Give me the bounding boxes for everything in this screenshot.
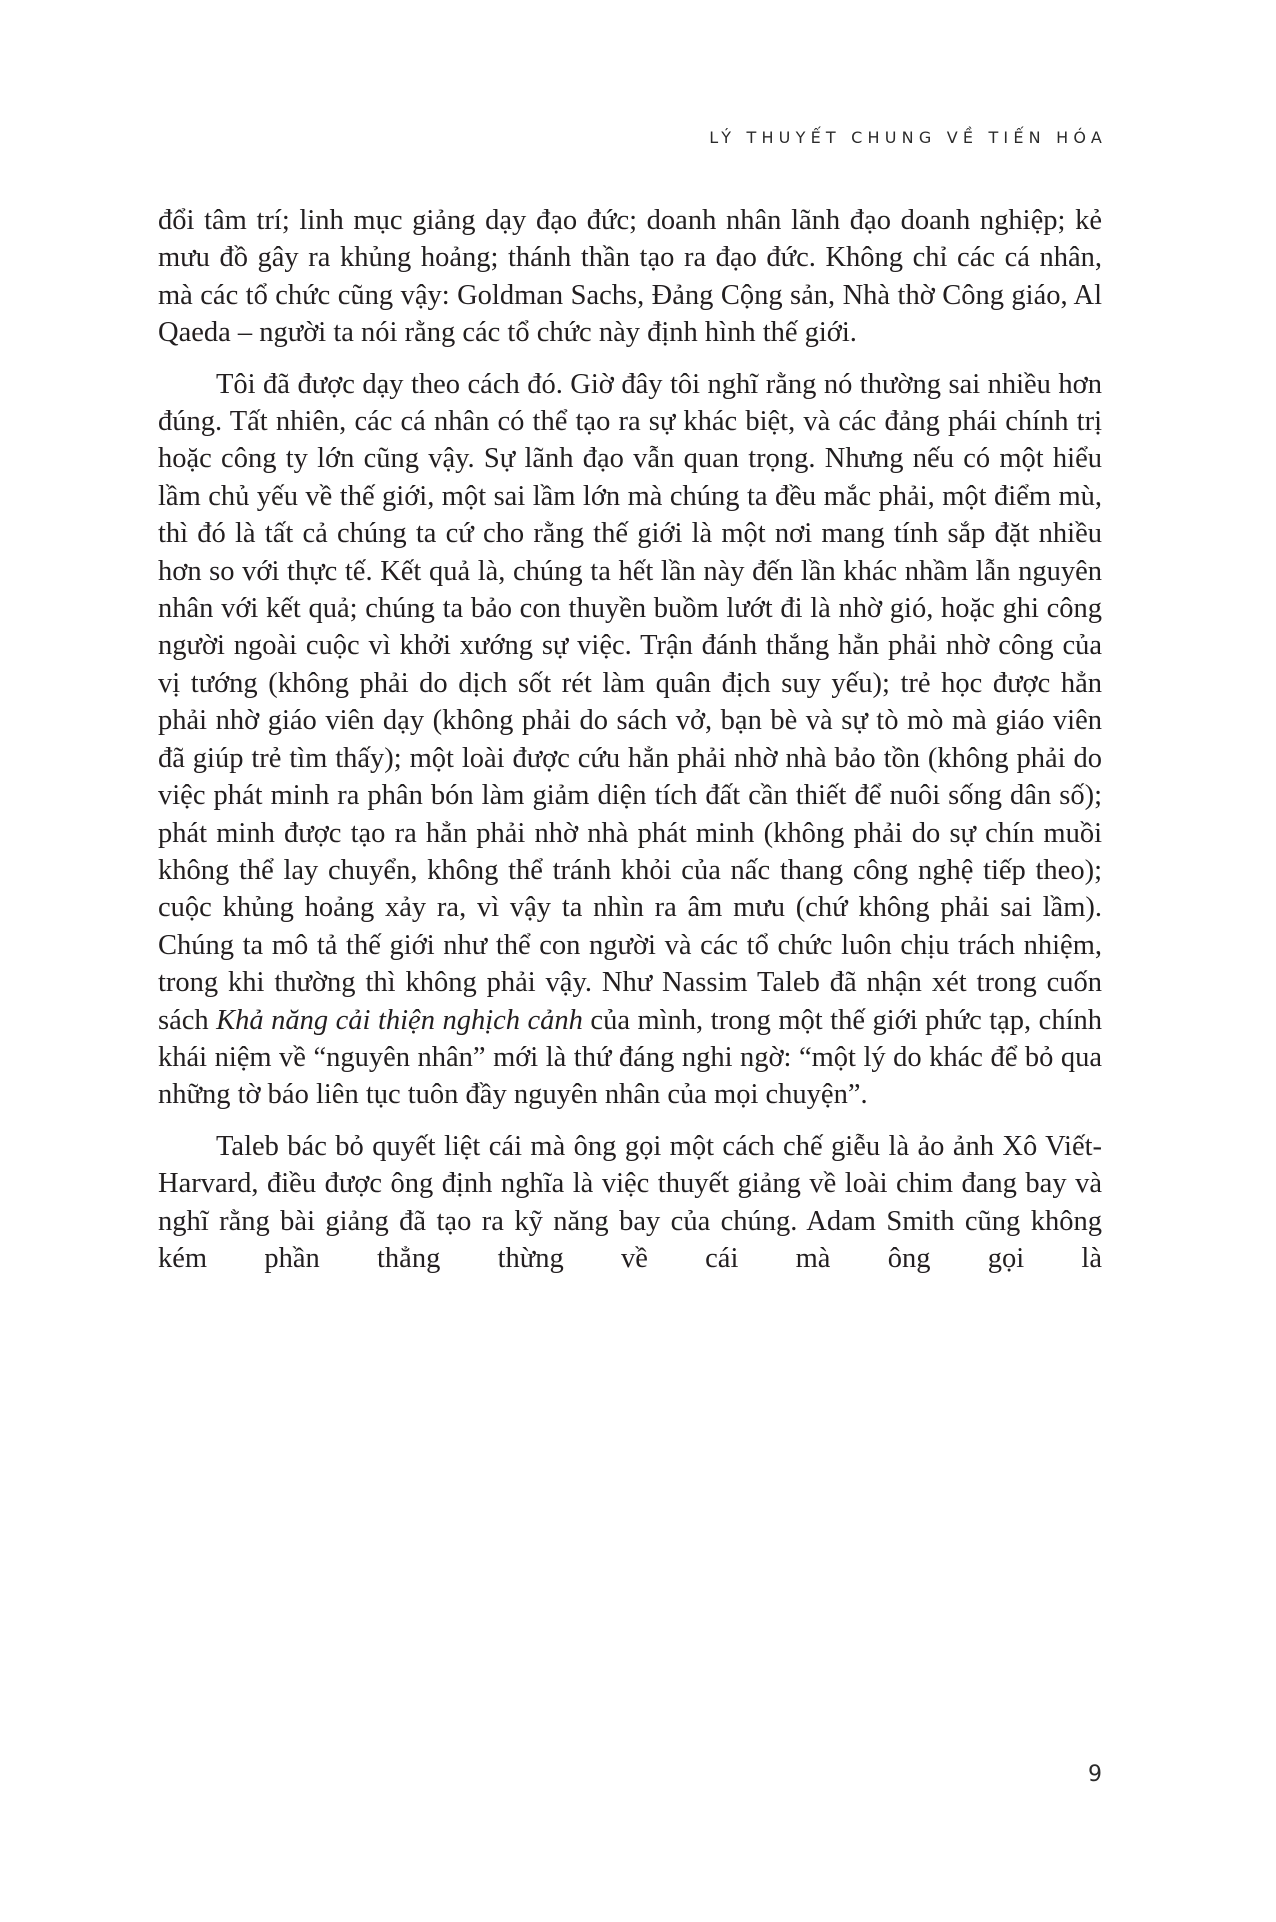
page-body	[158, 202, 1102, 1277]
paragraph-2-text-end: của mình, trong một thế giới phức tạp, chính khái niệm về “nguyên nhân” mới là thứ đáng nghi ngờ: “một lý do khác để bỏ qua những tờ báo liên tục tuôn đầy nguyên nhân của mọi chuyện”.	[158, 1004, 1103, 1111]
book-title-italic: Khả năng cải thiện nghịch cảnh	[216, 1004, 583, 1036]
paragraph-2-text-start: Tôi đã được dạy theo cách đó. Giờ đây tôi nghĩ rằng nó thường sai nhiều hơn đúng. Tất nhiên, các cá nhân có thể tạo ra sự khác biệt, và các đảng phái chính trị hoặc công ty lớn cũng vậy. Sự lãnh đạo vẫn quan trọng. Nhưng nếu có một hiểu lầm chủ yếu về thế giới, một sai lầm lớn mà chúng ta đều mắc phải, một điểm mù, thì đó là tất cả chúng ta cứ cho rằng thế giới là một nơi mang tính sắp đặt nhiều hơn so với thực tế. Kết quả là, chúng ta hết lần này đến lần khác nhầm lẫn nguyên nhân với kết quả; chúng ta bảo con thuyền buồm lướt đi là nhờ gió, hoặc ghi công người ngoài cuộc vì khởi xướng sự việc. Trận đánh thắng hẳn phải nhờ công của vị tướng (không phải do dịch sốt rét làm quân địch suy yếu); trẻ học được hẳn phải nhờ giáo viên dạy (không phải do sách vở, bạn bè và sự tò mò mà giáo viên đã giúp trẻ tìm thấy); một loài được cứu hẳn phải nhờ nhà bảo tồn (không phải do việc phát minh ra phân bón làm giảm diện tích đất cần thiết để nuôi sống dân số); phát minh được tạo ra hẳn phải nhờ nhà phát minh (không phải do sự chín muồi không thể lay chuyển, không thể tránh khỏi của nấc thang công nghệ tiếp theo); cuộc khủng hoảng xảy ra, vì vậy ta nhìn ra âm mưu (chứ không phải sai lầm). Chúng ta mô tả thế giới như thể con người và các tổ chức luôn chịu trách nhiệm, trong khi thường thì không phải vậy. Như Nassim Taleb đã nhận xét trong cuốn sách	[158, 368, 1102, 1036]
paragraph-3: Taleb bác bỏ quyết liệt cái mà ông gọi một cách chế giễu là ảo ảnh Xô Viết-Harvard, điều được ông định nghĩa là việc thuyết giảng về loài chim đang bay và nghĩ rằng bài giảng đã tạo ra kỹ năng bay của chúng. Adam Smith cũng không kém phần thẳng thừng về cái mà ông gọi là	[158, 1130, 1102, 1274]
paragraph-1: đổi tâm trí; linh mục giảng dạy đạo đức; doanh nhân lãnh đạo doanh nghiệp; kẻ mưu đồ gây ra khủng hoảng; thánh thần tạo ra đạo đức. Không chỉ các cá nhân, mà các tổ chức cũng vậy: Goldman Sachs, Đảng Cộng sản, Nhà thờ Công giáo, Al Qaeda – người ta nói rằng các tổ chức này định hình thế giới.	[158, 205, 1102, 349]
paragraph-2	[158, 366, 1102, 1114]
running-header-title: LÝ THUYẾT CHUNG VỀ TIẾN HÓA	[709, 128, 1107, 147]
page-number: 9	[1088, 1762, 1102, 1787]
